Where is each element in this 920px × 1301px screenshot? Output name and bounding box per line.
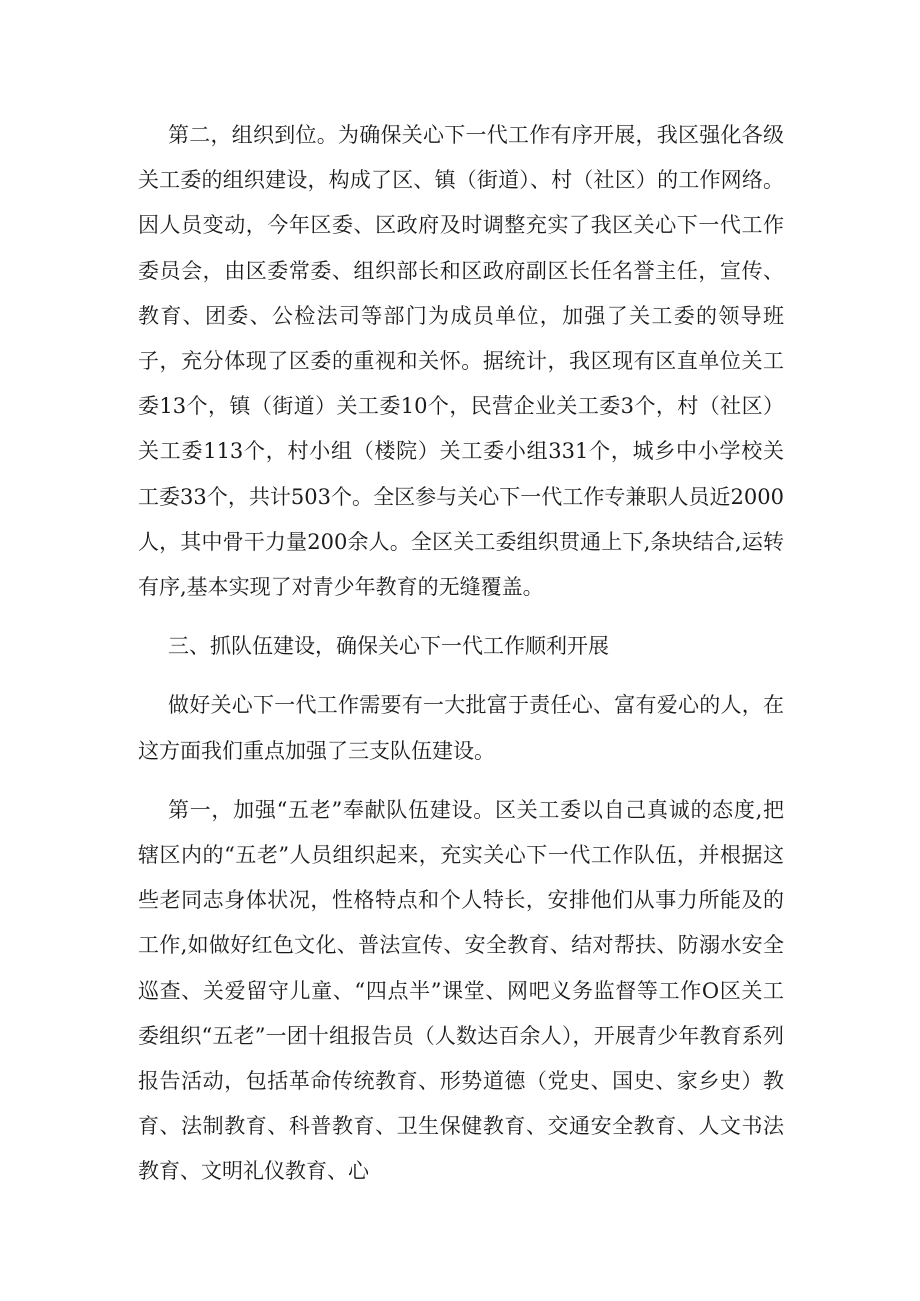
section-heading-team-building: 三、抓队伍建设，确保关心下一代工作顺利开展 [168, 634, 609, 659]
paragraph-five-elders: 第一，加强“五老”奉献队伍建设。区关工委以自己真诚的态度,把辖区内的“五老”人员组织起来，充实关心下一代工作队伍，并根据这些老同志身体状况，性格特点和个人特长，安排他们从事力所能及的工作,如做好红色文化、普法宣传、安全教育、结对帮扶、防溺水安全巡查、关爱留守儿童、“四点半”课堂、网吧义务监督等工作O区关工委组织“五老”一团十组报告员（人数达百余人），开展青少年教育系列报告活动，包括革命传统教育、形势道德（党史、国史、家乡史）教育、法制教育、科普教育、卫生保健教育、交通安全教育、人文书法教育、文明礼仪教育、心 [138, 797, 784, 1184]
document-page [138, 113, 784, 1195]
paragraph-team-intro: 做好关心下一代工作需要有一大批富于责任心、富有爱心的人，在这方面我们重点加强了三支队伍建设。 [138, 693, 784, 763]
paragraph-organization: 第二，组织到位。为确保关心下一代工作有序开展，我区强化各级关工委的组织建设，构成了区、镇（街道）、村（社区）的工作网络。因人员变动，今年区委、区政府及时调整充实了我区关心下一代工作委员会，由区委常委、组织部长和区政府副区长任名誉主任，宣传、教育、团委、公检法司等部门为成员单位，加强了关工委的领导班子，充分体现了区委的重视和关怀。据统计，我区现有区直单位关工委13个，镇（街道）关工委10个，民营企业关工委3个，村（社区）关工委113个，村小组（楼院）关工委小组331个，城乡中小学校关工委33个，共计503个。全区参与关心下一代工作专兼职人员近2000人，其中骨干力量200余人。全区关工委组织贯通上下,条块结合,运转有序,基本实现了对青少年教育的无缝覆盖。 [138, 123, 784, 600]
